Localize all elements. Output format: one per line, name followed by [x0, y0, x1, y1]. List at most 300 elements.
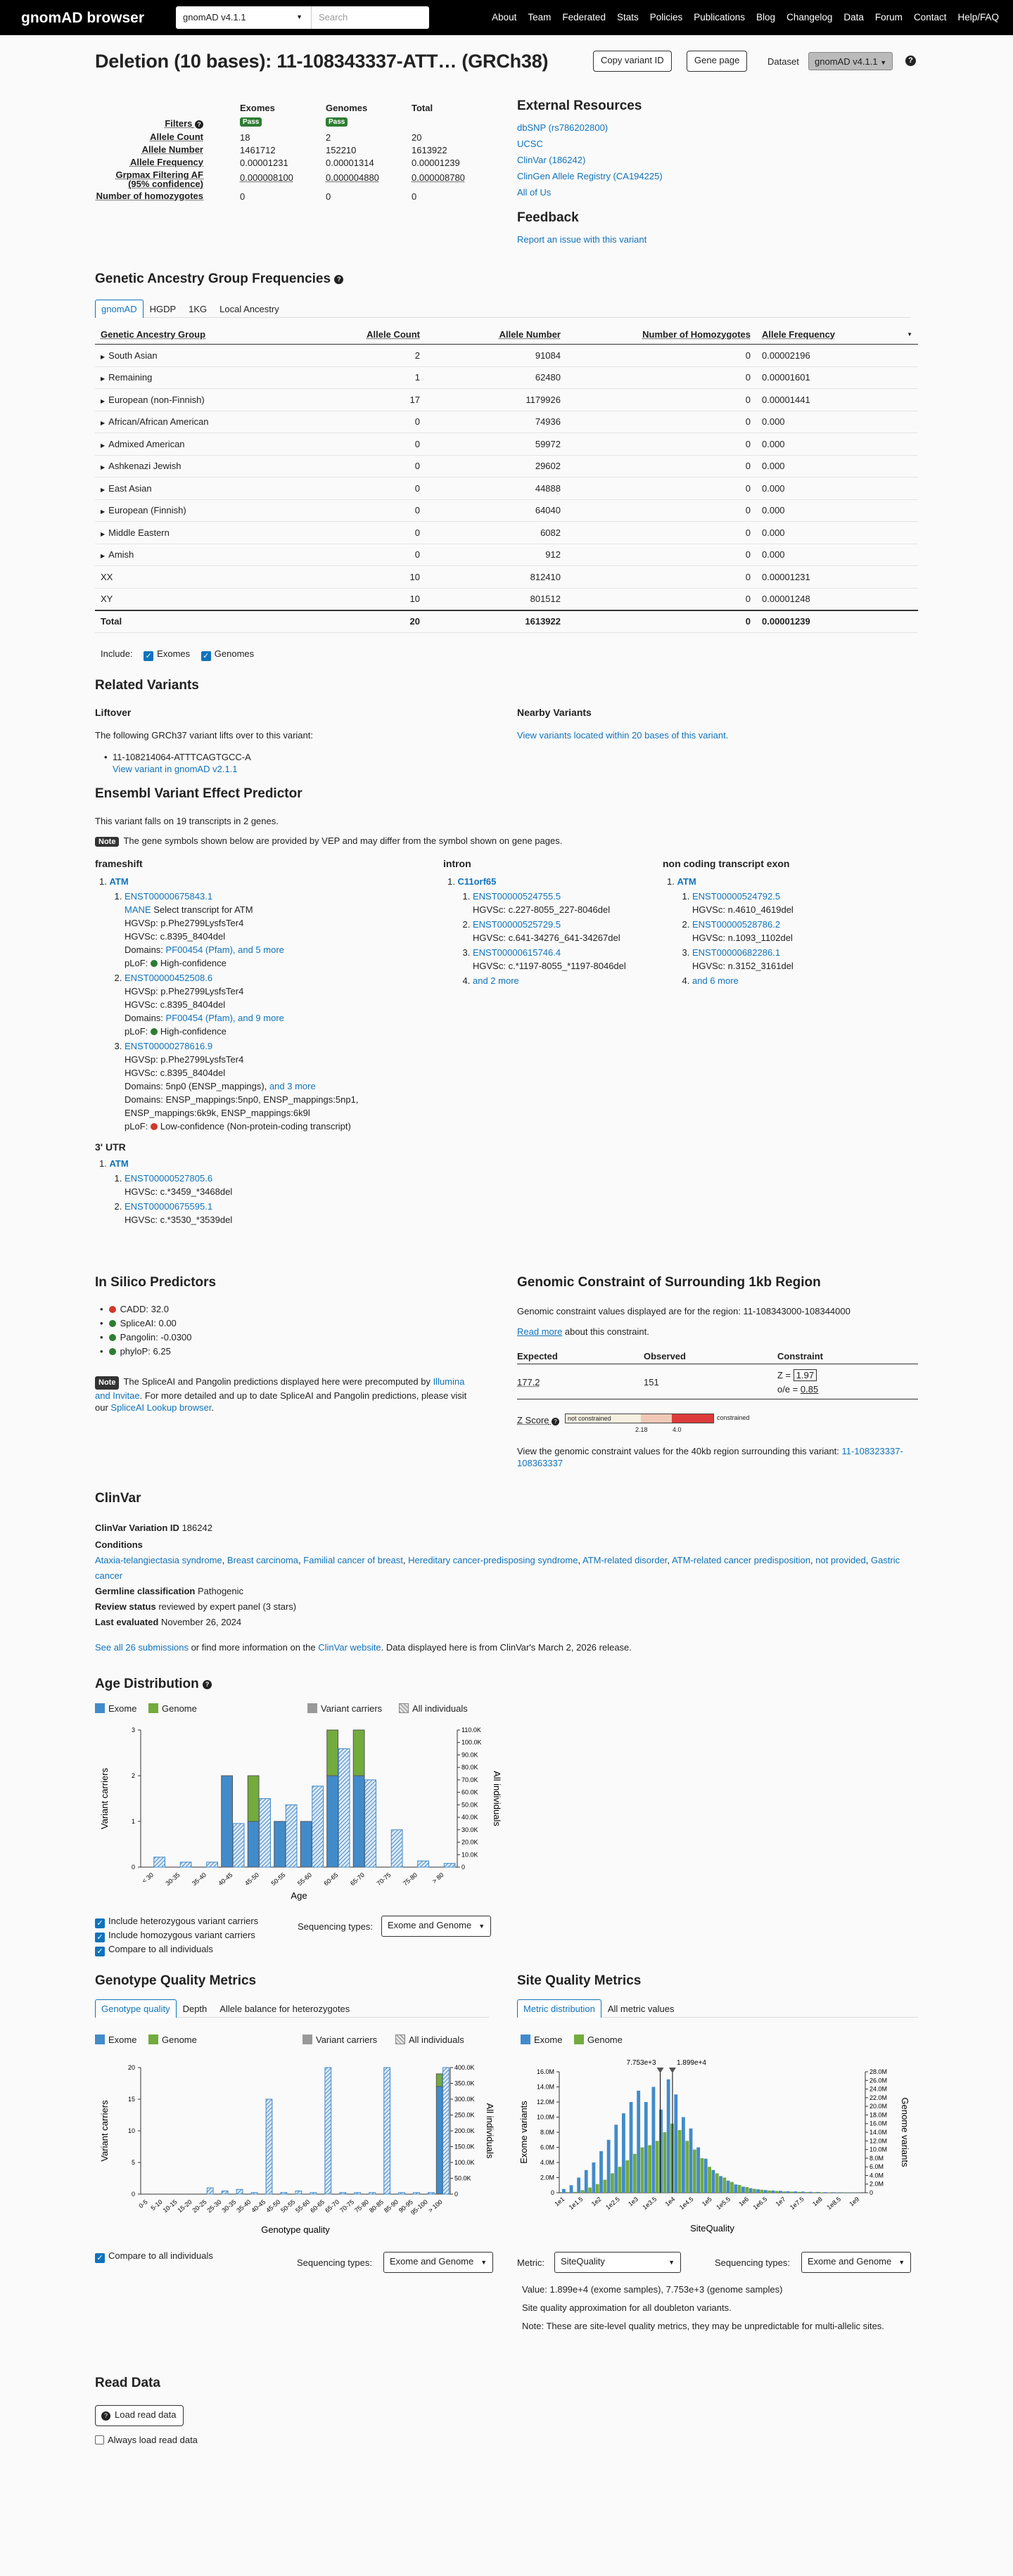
observed-header: Observed	[644, 1351, 686, 1361]
all-individuals-bar	[281, 2193, 287, 2194]
all-individuals-bar	[444, 1864, 455, 1867]
exome-bar	[816, 2192, 820, 2193]
z-value: 1.97	[794, 1369, 817, 1381]
cell	[426, 433, 566, 456]
domains-link[interactable]: and 3 more	[269, 1081, 316, 1091]
genome-bar	[753, 2189, 756, 2193]
help-icon[interactable]: ?	[905, 56, 916, 66]
load-read-data-button[interactable]	[95, 2405, 184, 2426]
age-options	[95, 1914, 258, 1956]
genome-bar	[701, 2158, 704, 2193]
exome-swatch	[521, 2034, 530, 2044]
ancestry-col-header[interactable]	[306, 325, 426, 345]
y-tick-label: 3	[131, 1726, 135, 1734]
domains-link[interactable]: PF00454 (Pfam), and 9 more	[165, 1013, 284, 1023]
x-tick-label: 70-75	[338, 2198, 356, 2215]
all-individuals-bar	[365, 1780, 376, 1867]
cell	[95, 588, 306, 610]
cell	[566, 478, 756, 500]
genome-bar	[618, 2167, 622, 2193]
exome-bar	[637, 2091, 640, 2193]
gq-title: Genotype Quality Metrics	[95, 1973, 257, 1988]
x-tick-label: 20-25	[191, 2198, 208, 2215]
carriers-swatch	[307, 1703, 317, 1713]
external-link[interactable]: ClinGen Allele Registry (CA194225)	[517, 171, 663, 181]
x-tick-label: 15-20	[176, 2198, 193, 2215]
transcript-link[interactable]: 2. ENST00000528786.2	[692, 919, 781, 930]
summary-label-text: Grpmax Filtering AF	[115, 169, 203, 180]
nav-link-helpfaq[interactable]: Help/FAQ	[957, 12, 999, 23]
x-tick-label: 60-65	[309, 2198, 326, 2215]
transcript-link[interactable]: 2. ENST00000525729.5	[473, 919, 561, 930]
x-tick-label: 40-45	[250, 2198, 267, 2215]
nearby-variants-link[interactable]: View variants located within 20 bases of this variant.	[517, 730, 729, 741]
utr-list	[110, 1172, 426, 1226]
nav-link-changelog[interactable]: Changelog	[786, 12, 833, 23]
vep-note-text: The gene symbols shown below are provided by VEP and may differ from the symbol shown on gene pages.	[123, 835, 563, 846]
exome-bar	[696, 2148, 700, 2193]
transcript-link[interactable]: 3. ENST00000682286.1	[692, 947, 781, 958]
sq-value-text: Value: 1.899e+4 (exome samples), 7.753e+3 (genome samples)	[522, 2284, 783, 2295]
check-icon: ✓	[144, 651, 153, 661]
cell	[426, 389, 566, 411]
y2-tick-label: 16.0M	[869, 2120, 888, 2127]
exome-bar	[652, 2087, 656, 2193]
read-data-title: Read Data	[95, 2376, 160, 2390]
nav-link-data[interactable]: Data	[843, 12, 864, 23]
ancestry-col-header[interactable]	[756, 325, 918, 345]
constraint-text: Genomic constraint values displayed are for the region: 11-108343000-108344000	[517, 1306, 850, 1316]
more-link[interactable]: and 6 more	[692, 975, 739, 986]
exome-bar	[712, 2170, 715, 2193]
exome-swatch	[95, 1703, 105, 1713]
cell	[756, 478, 918, 500]
y2-tick-label: 100.0K	[461, 1738, 482, 1746]
y-tick-label: 0	[131, 1864, 135, 1871]
cell-text: 0	[414, 416, 420, 428]
col-header-text: Genetic Ancestry Group	[101, 329, 206, 340]
dataset-dropdown[interactable]	[808, 52, 893, 70]
summary-value: 0.00001231	[240, 158, 288, 168]
nav-link-blog[interactable]: Blog	[756, 12, 776, 23]
hgvsc: HGVSc: c.227-8055_227-8046del	[473, 904, 611, 915]
cell-text: Middle Eastern	[108, 527, 170, 538]
bullet: •	[100, 1318, 103, 1328]
cell	[95, 389, 306, 411]
include-genomes-label: Genomes	[214, 648, 255, 659]
y2-tick-label: 100.0K	[454, 2159, 475, 2166]
summary-value: 18	[240, 132, 250, 143]
ancestry-row[interactable]	[95, 433, 918, 456]
nav-link-about[interactable]: About	[492, 12, 517, 23]
transcript-link[interactable]: 3. ENST00000615746.4	[473, 947, 561, 958]
nav-link-policies[interactable]: Policies	[649, 12, 683, 23]
gq-tab[interactable]: Depth	[182, 2004, 208, 2014]
cell	[566, 455, 756, 478]
cell	[566, 566, 756, 589]
cell-text: 0	[745, 438, 751, 449]
x-tick-label: 35-40	[190, 1871, 208, 1888]
include-het-checkbox[interactable]	[95, 1914, 258, 1928]
y-tick-label: 6.0M	[540, 2144, 554, 2151]
predictor-status-icon	[109, 1306, 116, 1313]
age-seq-select[interactable]	[381, 1916, 491, 1937]
review-value: reviewed by expert panel (3 stars)	[158, 1601, 297, 1612]
report-issue-link[interactable]: Report an issue with this variant	[517, 234, 647, 245]
predictor-item	[100, 1331, 191, 1345]
ancestry-row[interactable]	[95, 544, 918, 566]
insilico-note-text: .	[211, 1402, 215, 1413]
external-links	[517, 120, 663, 200]
external-link[interactable]: All of Us	[517, 187, 552, 198]
gene-page-button[interactable]: Gene page	[687, 51, 747, 72]
germline-value: Pathogenic	[197, 1586, 244, 1596]
help-icon[interactable]: ?	[195, 120, 203, 129]
transcript-link[interactable]: 1. ENST00000524755.5	[473, 891, 561, 902]
ancestry-tab[interactable]: Local Ancestry	[219, 304, 279, 314]
dataset-select[interactable]	[176, 6, 311, 29]
cell-text: 0	[414, 482, 420, 494]
ancestry-title	[95, 271, 343, 287]
cell-text: 29602	[535, 461, 561, 472]
expected-value: 177.2	[517, 1377, 540, 1388]
ancestry-row[interactable]	[95, 389, 918, 411]
constraint-title: Genomic Constraint of Surrounding 1kb Region	[517, 1275, 821, 1290]
nav-link-contact[interactable]: Contact	[913, 12, 947, 23]
exome-bar	[570, 2185, 573, 2193]
vep-noncoding: non coding transcript exon 1. ATM 1. ENST00000524792.5 HGVSc: n.4610_4619del 2. ENST00000528786.2 HGVSc: n.1093_1102del 3. ENST00000682286.1 HGVSc: n.3152_3161del 4. and 6 more	[663, 858, 916, 989]
hgvsp: HGVSp: p.Phe2799LysfsTer4	[125, 986, 244, 997]
exome-bar	[644, 2102, 648, 2193]
genome-bar	[436, 2074, 442, 2087]
sq-metric-select[interactable]	[554, 2252, 681, 2273]
search-input[interactable]: Search	[311, 6, 429, 29]
x-tick-label: 5-10	[149, 2198, 164, 2212]
genome-bar	[693, 2150, 696, 2193]
read-more-text: about this constraint.	[562, 1326, 649, 1337]
cell-text: 0	[745, 527, 751, 538]
gq-tab[interactable]: Genotype quality	[95, 1999, 177, 2018]
legend-label: Exome	[108, 1703, 137, 1714]
y2-axis-title: All individuals	[485, 2103, 495, 2159]
predictor-item	[100, 1302, 191, 1316]
include-exomes-checkbox[interactable]	[144, 648, 190, 659]
summary-label	[63, 132, 203, 141]
gq-seq-select[interactable]	[383, 2252, 493, 2273]
cell	[95, 610, 306, 633]
y-tick-label: 4.0M	[540, 2159, 554, 2166]
exome-bar	[756, 2189, 760, 2193]
note-badge: Note	[95, 837, 119, 847]
nav-link-stats[interactable]: Stats	[616, 12, 639, 23]
ancestry-row[interactable]	[95, 499, 918, 522]
expand-icon: ▶	[101, 530, 106, 537]
age-legend-genome	[148, 1703, 197, 1714]
cell-text: 1179926	[525, 394, 561, 405]
transcript-link[interactable]: 1. ENST00000675843.1	[125, 891, 213, 902]
transcript-link[interactable]: 3. ENST00000278616.9	[125, 1041, 213, 1051]
summary-value: 1613922	[412, 145, 447, 155]
help-icon[interactable]: ?	[552, 1418, 559, 1425]
predictor-item	[100, 1316, 191, 1331]
nav-link-publications[interactable]: Publications	[694, 12, 746, 23]
always-load-checkbox[interactable]	[95, 2435, 198, 2445]
copy-variant-id-button[interactable]: Copy variant ID	[593, 51, 672, 72]
region-link[interactable]: 11-108323337-108363337	[517, 1446, 903, 1468]
ancestry-table-body	[95, 345, 918, 633]
cell-text: 59972	[535, 438, 561, 449]
insilico-list	[100, 1302, 191, 1359]
y2-tick-label: 300.0K	[454, 2096, 475, 2103]
nav-link-federated[interactable]: Federated	[562, 12, 606, 23]
spliceai-lookup-link[interactable]: SpliceAI Lookup browser	[110, 1402, 212, 1413]
cell	[566, 522, 756, 544]
external-link[interactable]: ClinVar (186242)	[517, 155, 586, 165]
ancestry-row[interactable]	[95, 345, 918, 367]
help-icon[interactable]: ?	[203, 1680, 212, 1689]
all-individuals-bar	[295, 2191, 302, 2195]
liftover-variant: 11-108214064-ATTTCAGTGCC-A	[113, 752, 251, 762]
hgvsc: HGVSc: c.641-34276_641-34267del	[473, 933, 620, 943]
transcript-link[interactable]: 2. ENST00000452508.6	[125, 973, 213, 983]
exome-bar	[327, 1776, 338, 1867]
insilico-note	[95, 1376, 475, 1414]
ancestry-row[interactable]	[95, 455, 918, 478]
dataset-select-value: gnomAD v4.1.1	[183, 12, 246, 23]
ancestry-tab[interactable]: HGDP	[149, 304, 177, 314]
legend-label: Genome	[162, 1703, 197, 1714]
all-individuals-bar	[391, 1830, 402, 1867]
ancestry-row[interactable]	[95, 366, 918, 389]
mane-link[interactable]: MANE	[125, 904, 151, 915]
ancestry-tab[interactable]: gnomAD	[95, 300, 144, 318]
cell-text: Admixed American	[108, 438, 185, 449]
cell-text: 912	[545, 549, 561, 560]
vep-note	[95, 835, 562, 847]
compare-all-checkbox[interactable]	[95, 1942, 258, 1956]
cell	[95, 366, 306, 389]
cell	[566, 389, 756, 411]
condition-link[interactable]: ATM-related disorder	[582, 1555, 668, 1565]
genome-bar	[588, 2188, 592, 2193]
summary-value: 0	[326, 191, 331, 202]
ancestry-row[interactable]	[95, 522, 918, 544]
ancestry-row[interactable]	[95, 411, 918, 433]
clinvar-website-link[interactable]: ClinVar website	[318, 1642, 381, 1653]
cell-text: 0	[745, 461, 751, 472]
z-value-line	[777, 1370, 817, 1380]
mid-segment	[641, 1414, 672, 1423]
age-legend-all	[399, 1703, 468, 1714]
col-exomes: Exomes	[240, 103, 275, 113]
filters-label	[98, 118, 203, 129]
transcript-item	[125, 1039, 426, 1133]
cell	[756, 610, 918, 633]
gq-legend-exome	[95, 2034, 136, 2045]
constraint-header: Constraint	[777, 1351, 823, 1361]
exome-bar	[222, 1776, 233, 1867]
cell-text: 0.00002196	[762, 350, 810, 361]
gene-atm-link[interactable]: ATM	[109, 1158, 129, 1169]
gq-legend-all	[395, 2034, 464, 2045]
help-icon[interactable]: ?	[334, 275, 343, 284]
summary-label-text: Allele Frequency	[129, 157, 203, 167]
cell	[306, 522, 426, 544]
ancestry-table-header	[95, 325, 918, 345]
transcript-link[interactable]: 1. ENST00000524792.5	[692, 891, 781, 902]
exome-marker-label: 1.899e+4	[676, 2059, 706, 2067]
cell	[306, 478, 426, 500]
condition-link[interactable]: Hereditary cancer-predisposing syndrome	[408, 1555, 578, 1565]
condition-link[interactable]: not provided	[815, 1555, 866, 1565]
clinvar-title: ClinVar	[95, 1491, 141, 1506]
cell-text: 0	[414, 505, 420, 516]
gene-atm-link[interactable]: ATM	[109, 876, 129, 887]
nav-link-team[interactable]: Team	[528, 12, 552, 23]
cell-text: 0	[414, 461, 420, 472]
condition-link[interactable]: ATM-related cancer predisposition	[671, 1555, 810, 1565]
summary-value: 2	[326, 132, 331, 143]
illumina-link[interactable]: Illumina and Invitae	[95, 1376, 465, 1401]
ancestry-col-header[interactable]	[426, 325, 566, 345]
z-score-bar	[565, 1414, 714, 1423]
y2-tick-label: 2.0M	[869, 2180, 884, 2188]
see-submissions-link[interactable]: See all 26 submissions	[95, 1642, 189, 1653]
z-score-label-text: Z Score	[517, 1415, 549, 1425]
insilico-note-text: The SpliceAI and Pangolin predictions displayed here were precomputed by	[123, 1376, 431, 1387]
all-individuals-bar	[207, 1862, 218, 1867]
sq-seq-select[interactable]	[801, 2252, 911, 2273]
all-individuals-bar	[180, 1862, 191, 1867]
transcript-link[interactable]: 1. ENST00000527805.6	[125, 1173, 213, 1184]
domains-extra: Domains: ENSP_mappings:5np0, ENSP_mappings:5np1,	[125, 1094, 359, 1105]
condition-link[interactable]: Breast carcinoma	[227, 1555, 299, 1565]
ancestry-row[interactable]	[95, 478, 918, 500]
transcript-link[interactable]: 2. ENST00000675595.1	[125, 1201, 213, 1212]
condition-link[interactable]: Familial cancer of breast	[303, 1555, 403, 1565]
exome-bar	[274, 1821, 286, 1867]
plof-status-icon	[151, 960, 158, 967]
gq-seq-label: Sequencing types:	[297, 2257, 372, 2268]
exome-bar	[779, 2191, 782, 2193]
bullet: •	[100, 1346, 103, 1357]
check-icon: ✓	[95, 2253, 105, 2263]
sq-tabs	[517, 1999, 918, 2018]
cell	[426, 345, 566, 367]
cell	[95, 478, 306, 500]
cell-text: XY	[101, 594, 113, 604]
x-tick-label: 60-65	[322, 1871, 340, 1888]
region-text-value: View the genomic constraint values for the 40kb region surrounding this variant:	[517, 1446, 839, 1456]
gq-tab[interactable]: Allele balance for heterozygotes	[219, 2004, 350, 2014]
x-tick-label: 1e8	[810, 2195, 824, 2208]
read-more-link[interactable]: Read more	[517, 1326, 563, 1337]
exome-bar	[734, 2184, 737, 2193]
cell-text: European (Finnish)	[108, 505, 186, 516]
condition-link[interactable]: Ataxia-telangiectasia syndrome	[95, 1555, 222, 1565]
gene-c11orf65-link[interactable]: C11orf65	[457, 876, 497, 887]
x-tick-label: 1e2	[590, 2195, 603, 2208]
conditions-list: Ataxia-telangiectasia syndrome, Breast carcinoma, Familial cancer of breast, Hereditary cancer-predisposing syndrome, ATM-related disorder, ATM-related cancer predisposition, not provided, Gastric cancer	[95, 1555, 900, 1581]
include-hom-checkbox[interactable]	[95, 1928, 258, 1942]
domains-link[interactable]: PF00454 (Pfam), and 5 more	[165, 944, 284, 955]
all-individuals-bar	[312, 1786, 324, 1867]
include-exomes-label: Exomes	[157, 648, 191, 659]
app-logo[interactable]: gnomAD browser	[21, 10, 145, 26]
transcript-item	[473, 946, 654, 973]
view-v2-link[interactable]: View variant in gnomAD v2.1.1	[113, 764, 238, 774]
cell	[756, 433, 918, 456]
cell-text: 0.00001231	[762, 571, 810, 582]
transcript-item	[125, 1200, 426, 1226]
x-tick-label: 45-50	[243, 1871, 261, 1888]
sq-tab[interactable]: Metric distribution	[517, 1999, 601, 2018]
predictor-status-icon	[109, 1320, 116, 1327]
exome-bar	[764, 2190, 767, 2193]
genome-bar	[648, 2145, 651, 2193]
cell-text: Total	[101, 616, 122, 627]
hgvsc: HGVSc: c.8395_8404del	[125, 999, 226, 1010]
all-swatch	[399, 1703, 409, 1713]
plof-value: High-confidence	[160, 1026, 227, 1037]
z-label: Z =	[777, 1370, 794, 1380]
insilico-note-text: please visit our	[95, 1390, 467, 1413]
x-tick-label: 35-40	[235, 2198, 253, 2215]
include-label: Include:	[101, 648, 133, 659]
more-link[interactable]: and 2 more	[473, 975, 519, 986]
condition-link[interactable]: Gastric cancer	[95, 1555, 900, 1581]
col-header-text: Allele Count	[367, 329, 420, 340]
external-link[interactable]: dbSNP (rs786202800)	[517, 122, 609, 133]
cell	[426, 411, 566, 433]
sq-tab[interactable]: All metric values	[607, 2004, 675, 2014]
gq-tabs	[95, 1999, 489, 2018]
include-genomes-checkbox[interactable]	[201, 648, 254, 659]
genome-swatch	[148, 2034, 158, 2044]
ancestry-col-header[interactable]	[566, 325, 756, 345]
cell-text: 74936	[535, 416, 561, 428]
cell	[566, 588, 756, 610]
sq-legend-genome	[574, 2034, 623, 2045]
ancestry-tab[interactable]: 1KG	[189, 304, 208, 314]
legend-label: Variant carriers	[321, 1703, 383, 1714]
frameshift-title: frameshift	[95, 858, 143, 869]
gq-compare-checkbox[interactable]	[95, 2250, 213, 2263]
x-tick-label: 1e5.5	[715, 2195, 732, 2212]
cell-text: 20	[409, 616, 420, 627]
note-badge: Note	[95, 1376, 119, 1390]
cell-text: 0.000	[762, 549, 785, 560]
cell	[426, 522, 566, 544]
external-link[interactable]: UCSC	[517, 139, 543, 149]
summary-label	[63, 170, 203, 188]
summary-label	[63, 191, 203, 200]
genome-bar	[760, 2190, 764, 2193]
gene-atm-link[interactable]: ATM	[677, 876, 696, 887]
sq-seq-value: Exome and Genome	[808, 2256, 892, 2267]
nav-link-forum[interactable]: Forum	[874, 12, 903, 23]
genome-bar	[573, 2192, 577, 2193]
noncoding-title: non coding transcript exon	[663, 858, 790, 869]
cell-text: 0	[745, 594, 751, 604]
constraint-table-header	[517, 1349, 918, 1364]
cell	[756, 389, 918, 411]
y2-tick-label: 22.0M	[869, 2094, 888, 2101]
cell	[306, 610, 426, 633]
oe-label: o/e =	[777, 1384, 801, 1395]
utr-title: 3' UTR	[95, 1141, 126, 1153]
ancestry-col-header[interactable]	[95, 325, 306, 345]
